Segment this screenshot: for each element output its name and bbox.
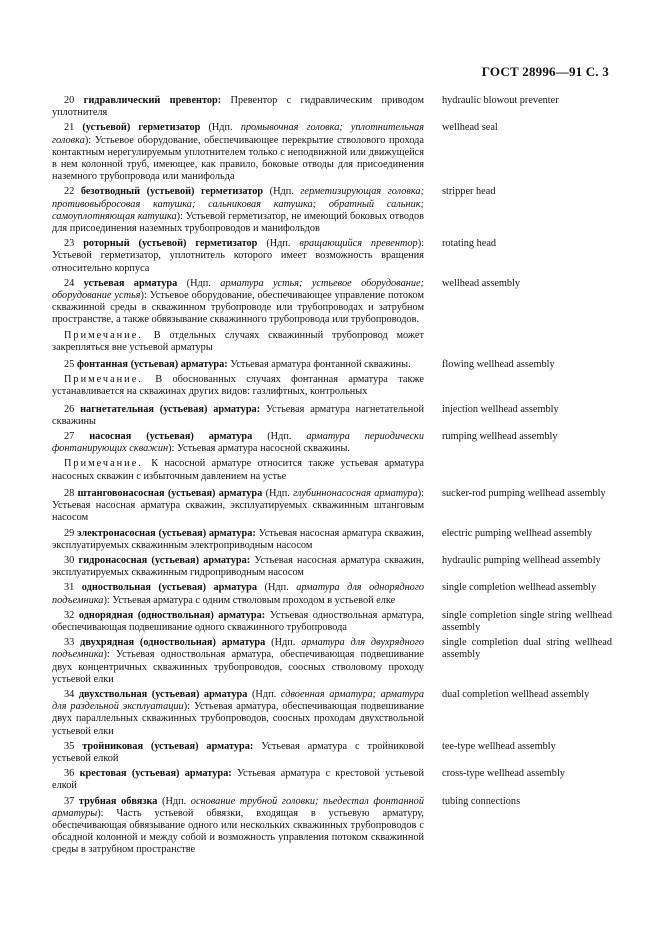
term-name: устьевая арматура (83, 277, 178, 289)
term-number: 22 (64, 186, 81, 198)
term-entry (52, 488, 612, 525)
synonym-prefix: Ндп. (274, 637, 302, 649)
term-definition-ru (52, 555, 424, 579)
definition-text: Устьевая одноствольная арматура, обеспечивающая подвешивание двух концентричных скважинных трубопроводов, соосных стволовому проходу устьевой елки (52, 649, 424, 685)
term-entry (52, 796, 612, 857)
term-entry (52, 278, 612, 327)
note-label: Примечание. (64, 329, 154, 341)
synonym-prefix: Ндп. (165, 795, 191, 807)
term-english: rumping wellhead assembly (442, 431, 558, 443)
definition-text: Устьевая насосная арматура скважин, эксплуатируемых скважинным штанговым насосом (52, 500, 424, 524)
term-entry (52, 431, 612, 455)
term-definition-ru: 27 насосная (устьевая) арматура (Ндп. арматура периодически фонтанирующих скважин): Устьевая арматура насосной скважины. (52, 431, 424, 455)
deprecated-synonyms: арматура для однорядного подъемника (52, 582, 424, 606)
definition-text: Устьевая насосная арматура скважин, эксплуатируемых скважинным электроприводным насосом (52, 527, 424, 551)
term-name: гидравлический превентор: (83, 95, 222, 106)
term-english: rotating head (442, 238, 497, 250)
term-entry (52, 238, 612, 275)
term-number: 27 (64, 431, 90, 443)
term-entry (52, 528, 612, 552)
term-name: одноствольная (устьевая) арматура (81, 582, 258, 594)
term-number: 36 (64, 768, 80, 780)
term-definition-ru (52, 610, 424, 634)
term-definition-ru: 22 безотводный (устьевой) герметизатор (Ндп. герметизирующая головка; противовыбросовая катушка; сальниковая катушка; обратный сальник; самоуплотняющая катушка): Устьевой герметизатор, не имеющий боковых отводов для присоединения наземных трубопроводов и манифольдов (52, 186, 424, 235)
term-definition-ru: 31 одноствольная (устьевая) арматура (Ндп. арматура для однорядного подъемника): Устьевая арматура с одним стволовым проходом в устьевой елке (52, 582, 424, 606)
definition-text: Устьевое оборудование, обеспечивающее перекрытие стволового прохода контактным нерегулируемым уплотнителем только с неподвижной или движущейся в нем колонной труб, имеющее, как правило, боковые отводы для присоединения наземного трубопровода или манифольда (52, 134, 424, 183)
definition-text: Устьевая арматура нагнетательной скважины (52, 403, 424, 427)
note-text: В отдельных случаях скважинный трубопровод может закрепляться вне устьевой арматуры (52, 329, 424, 353)
synonym-prefix: Ндп. (267, 582, 297, 594)
term-list (52, 95, 612, 860)
term-name: двухствольная (устьевая) арматура (78, 688, 248, 700)
deprecated-synonyms: глубиннонасосная арматура (293, 487, 418, 499)
term-definition-ru (52, 768, 424, 792)
term-english: single completion single string wellhead assembly (442, 609, 612, 633)
term-entry (52, 610, 612, 634)
term-name: тройниковая (устьевая) арматура: (82, 740, 254, 752)
definition-text: Устьевая арматура, обеспечивающая подвешивание двух параллельных скважинных трубопроводов, соосных проходам двухствольной устьевой елки (52, 701, 424, 737)
synonym-prefix: Ндп. (269, 487, 294, 499)
definition-text: Превентор с гидравлическим приводом уплотнителя (52, 95, 425, 119)
synonym-prefix: Ндп. (190, 277, 221, 289)
term-entry (52, 637, 612, 686)
note (52, 458, 424, 482)
term-definition-ru (52, 741, 424, 765)
deprecated-synonyms: арматура устья; устьевое оборудование; оборудование устья (52, 277, 424, 302)
term-number: 35 (64, 740, 83, 752)
term-entry (52, 555, 612, 579)
note (52, 330, 424, 354)
term-definition-ru (52, 404, 424, 428)
term-number: 32 (64, 609, 79, 621)
term-entry (52, 689, 612, 738)
definition-text: Устьевая насосная арматура скважин, эксплуатируемых скважинным гидроприводным насосом (52, 554, 425, 579)
term-english: tubing connections (442, 795, 521, 807)
note-label: Примечание. (64, 374, 156, 386)
definition-text: Устьевой герметизатор, не имеющий боковых отводов для присоединения наземных трубопроводов и манифольдов (52, 210, 424, 235)
synonym-prefix: Ндп. (211, 122, 241, 134)
definition-text: Часть устьевой обвязки, входящая в устьевую арматуру, обеспечивающая обвязывание одного или нескольких скважинных трубопроводов с обсадной колонной и между собой и возможность управления потоком скважинной среды в затрубном пространстве (52, 807, 424, 856)
page-header: ГОСТ 28996—91 С. 3 (481, 64, 609, 79)
note-text: В обоснованных случаях фонтанная арматура также устанавливается на скважинах других видов: газлифтных, контрольных (52, 374, 424, 398)
term-entry (52, 768, 612, 792)
term-definition-ru: 23 роторный (устьевой) герметизатор (Ндп. вращающийся превентор): Устьевой герметизатор, уплотнитель которого имеет возможность вращения относительно корпуса (52, 238, 424, 274)
term-name: крестовая (устьевая) арматура: (79, 768, 232, 780)
deprecated-synonyms: основание трубной головки; пьедестал фонтанной арматуры (52, 795, 424, 819)
term-definition-ru: 34 двухствольная (устьевая) арматура (Ндп. сдвоенная арматура; арматура для раздельной эксплуатации): Устьевая арматура, обеспечивающая подвешивание двух параллельных скважинных трубопроводов, соосных проходам двухствольной устьевой елки (52, 688, 424, 737)
term-english: single completion wellhead assembly (442, 582, 597, 594)
term-definition-ru: 33 двухрядная (одноствольная) арматура (Ндп. арматура для двухрядного подъемника): Устьевая одноствольная арматура, обеспечивающая подвешивание двух концентричных скважинных трубопроводов, соосных стволовому проходу устьевой елки (52, 637, 424, 685)
term-english: electric pumping wellhead assembly (442, 527, 593, 539)
term-english: tee-type wellhead assembly (442, 740, 556, 752)
term-number: 25 (64, 359, 77, 371)
definition-text: Устьевая арматура с одним стволовым проходом в устьевой елке (112, 594, 396, 606)
definition-text: Устьевой герметизатор, уплотнитель которого имеет возможность вращения относительно корпуса (52, 250, 424, 274)
term-name: насосная (устьевая) арматура (89, 431, 253, 443)
term-number: 28 (64, 487, 78, 499)
deprecated-synonyms: промывочная головка; уплотнительная головка (52, 122, 424, 146)
term-name: гидронасосная (устьевая) арматура: (78, 554, 251, 566)
term-definition-ru: 37 трубная обвязка (Ндп. основание трубной головки; пьедестал фонтанной арматуры): Часть устьевой обвязки, входящая в устьевую арматуру, обеспечивающая обвязывание одного или нескольких скважинных трубопроводов с обсадной колонной и между собой и возможность управления потоком скважинной среды в затрубном пространстве (52, 795, 424, 856)
note-label: Примечание. (64, 458, 152, 470)
term-definition-ru (52, 359, 424, 371)
term-name: электронасосная (устьевая) арматура: (77, 527, 256, 539)
term-definition-ru: 24 устьевая арматура (Ндп. арматура устья; устьевое оборудование; оборудование устья): Устьевое оборудование, обеспечивающее управление потоком скважинной среды в скважинном трубопроводе или трубопроводах и затрубном пространстве, а также обвязывание скважинного трубопровода или трубопроводов. (52, 277, 424, 326)
term-number: 20 (64, 95, 84, 106)
definition-text: Устьевая одноствольная арматура, обеспечивающая подвешивание одного скважинного трубопровода (52, 609, 425, 633)
term-number: 24 (64, 277, 84, 289)
term-english: stripper head (442, 186, 496, 198)
term-english: wellhead assembly (442, 277, 521, 289)
term-number: 34 (64, 688, 79, 700)
term-name: однорядная (одноствольная) арматура: (78, 609, 266, 621)
synonym-prefix: Ндп. (273, 186, 301, 198)
definition-text: Устьевая арматура фонтанной скважины. (230, 359, 411, 371)
term-entry (52, 404, 612, 428)
term-english: single completion dual string wellhead assembly (442, 637, 612, 661)
term-english: hydraulic pumping wellhead assembly (442, 554, 601, 566)
term-english: wellhead seal (442, 122, 498, 134)
definition-text: Устьевая арматура с тройниковой устьевой елкой (52, 740, 425, 764)
term-number: 37 (64, 795, 79, 807)
deprecated-synonyms: арматура периодически фонтанирующих скважин (52, 431, 424, 455)
term-entry (52, 122, 612, 183)
synonym-prefix: Ндп. (270, 431, 307, 443)
definition-text: Устьевое оборудование, обеспечивающее управление потоком скважинной среды в скважинном трубопроводе или трубопроводах и затрубном пространстве, а также обвязывание скважинного трубопровода или трубопроводов. (52, 290, 424, 326)
term-entry (52, 582, 612, 606)
term-entry (52, 741, 612, 765)
term-name: (устьевой) герметизатор (82, 122, 201, 134)
term-english: hydraulic blowout preventer (442, 95, 559, 106)
term-number: 31 (64, 582, 82, 594)
synonym-prefix: Ндп. (269, 238, 300, 250)
term-name: нагнетательная (устьевая) арматура: (80, 403, 261, 415)
deprecated-synonyms: вращающийся превентор (299, 238, 418, 250)
term-entry (52, 186, 612, 235)
term-name: роторный (устьевой) герметизатор (83, 238, 258, 250)
term-number: 21 (64, 122, 83, 134)
term-number: 33 (64, 637, 81, 649)
deprecated-synonyms: сдвоенная арматура; арматура для раздельной эксплуатации (52, 688, 424, 713)
term-english: cross-type wellhead assembly (442, 768, 565, 780)
term-number: 30 (64, 554, 79, 566)
term-name: трубная обвязка (78, 795, 158, 807)
term-number: 29 (64, 527, 78, 539)
note-text: К насосной арматуре относится также устьевая арматура насосных скважин с избыточным давлением на устье (52, 458, 424, 482)
term-name: безотводный (устьевой) герметизатор (80, 186, 264, 198)
term-definition-ru: 21 (устьевой) герметизатор (Ндп. промывочная головка; уплотнительная головка): Устьевое оборудование, обеспечивающее перекрытие стволового прохода контактным нерегулируемым уплотнителем только с неподвижной или движущейся в нем колонной труб, имеющее, как правило, боковые отводы для присоединения наземного трубопровода или манифольда (52, 122, 424, 183)
term-english: sucker-rod pumping wellhead assembly (442, 487, 606, 499)
term-definition-ru (52, 95, 424, 119)
deprecated-synonyms: арматура для двухрядного подъемника (52, 637, 424, 661)
term-name: двухрядная (одноствольная) арматура (80, 637, 266, 649)
definition-text: Устьевая арматура насосной скважины. (176, 443, 350, 455)
synonym-prefix: Ндп. (255, 688, 281, 700)
definition-text: Устьевая арматура с крестовой устьевой елкой (52, 768, 425, 792)
term-english: injection wellhead assembly (442, 403, 559, 415)
term-definition-ru (52, 528, 424, 552)
deprecated-synonyms: герметизирующая головка; противовыбросовая катушка; сальниковая катушка; обратный сальник; самоуплотняющая катушка (52, 186, 424, 222)
term-entry (52, 359, 612, 371)
term-name: фонтанная (устьевая) арматура: (76, 359, 228, 371)
term-entry (52, 95, 612, 119)
term-number: 23 (64, 238, 84, 250)
term-english: dual completion wellhead assembly (442, 688, 590, 700)
term-definition-ru: 28 штанговонасосная (устьевая) арматура (Ндп. глубиннонасосная арматура): Устьевая насосная арматура скважин, эксплуатируемых скважинным штанговым насосом (52, 487, 424, 524)
term-number: 26 (64, 403, 81, 415)
term-english: flowing wellhead assembly (442, 359, 555, 371)
term-name: штанговонасосная (устьевая) арматура (77, 487, 263, 499)
note (52, 374, 424, 398)
